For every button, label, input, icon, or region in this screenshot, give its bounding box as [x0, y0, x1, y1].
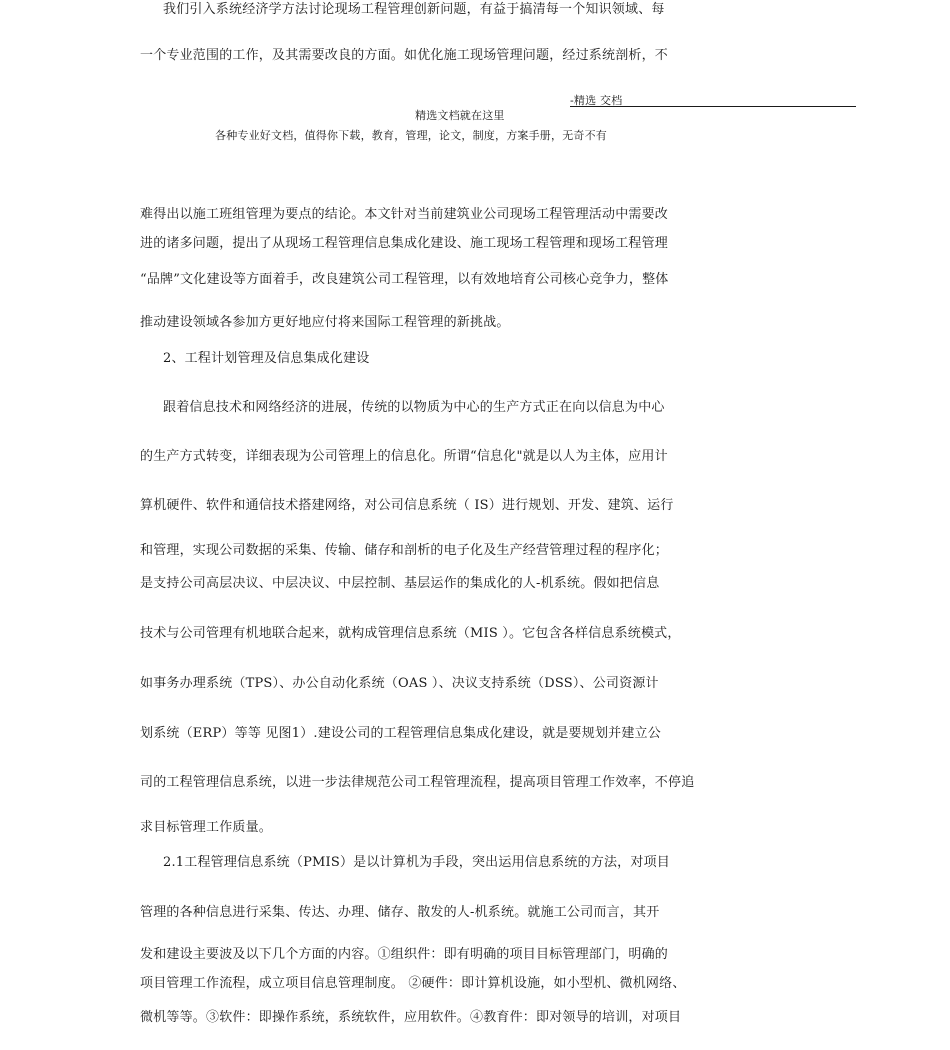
section-2-line-1: 跟着信息技术和网络经济的进展，传统的以物质为中心的生产方式正在向以信息为中心 [163, 400, 665, 415]
section-2-heading: 2、工程计划管理及信息集成化建设 [163, 351, 370, 366]
section-2-1-line-4: 项目管理工作流程，成立项目信息管理制度。 ②硬件：即计算机设施，如小型机、微机网络、 [140, 976, 686, 991]
section-2-line-2: 的生产方式转变，详细表现为公司管理上的信息化。所谓“信息化"就是以人为主体，应用计 [140, 449, 668, 464]
section-2-1-line-3: 发和建设主要波及以下几个方面的内容。①组织件：即有明确的项目目标管理部门，明确的 [140, 947, 669, 962]
intro-line-2: 一个专业范围的工作，及其需要改良的方面。如优化施工现场管理问题，经过系统剖析，不 [140, 48, 669, 63]
section-2-line-8: 划系统（ERP）等等 见图1）.建设公司的工程管理信息集成化建设，就是要规划并建立公 [140, 726, 661, 741]
intro-line-1: 我们引入系统经济学方法讨论现场工程管理创新问题，有益于搞清每一个知识领域、每 [163, 2, 665, 17]
continued-line-2: 进的诸多问题，提出了从现场工程管理信息集成化建设、施工现场工程管理和现场工程管理 [140, 236, 669, 251]
section-2-line-6: 技术与公司管理有机地联合起来，就构成管理信息系统（MIS ）。它包含各样信息系统模式， [140, 626, 681, 641]
section-2-line-10: 求目标管理工作质量。 [140, 820, 273, 835]
header-rule [570, 106, 856, 107]
header-title: 精选文档就在这里 [415, 109, 505, 122]
header-tag: -精选 交档 [570, 94, 623, 107]
continued-line-4: 推动建设领域各参加方更好地应付将来国际工程管理的新挑战。 [140, 315, 510, 330]
section-2-line-5: 是支持公司高层决议、中层决议、中层控制、基层运作的集成化的人-机系统。假如把信息 [140, 576, 660, 591]
continued-line-1: 难得出以施工班组管理为要点的结论。本文针对当前建筑业公司现场工程管理活动中需要改 [140, 207, 669, 222]
section-2-1-line-5: 微机等等。③软件：即操作系统，系统软件，应用软件。④教育件：即对领导的培训，对项目 [140, 1010, 682, 1025]
section-2-line-9: 司的工程管理信息系统，以进一步法律规范公司工程管理流程，提高项目管理工作效率，不停追 [140, 775, 695, 790]
section-2-line-7: 如事务办理系统（TPS）、办公自动化系统（OAS ）、决议支持系统（DSS）、公司资源计 [140, 676, 659, 691]
section-2-line-4: 和管理，实现公司数据的采集、传输、储存和剖析的电子化及生产经营管理过程的程序化； [140, 543, 669, 558]
continued-line-3: “品牌”文化建设等方面着手，改良建筑公司工程管理，以有效地培育公司核心竞争力，整体 [140, 272, 669, 287]
header-subtitle: 各种专业好文档，值得你下载，教育，管理，论文，制度，方案手册，无奇不有 [215, 129, 607, 142]
section-2-line-3: 算机硬件、软件和通信技术搭建网络，对公司信息系统（ IS）进行规划、开发、建筑、运行 [140, 498, 674, 513]
section-2-1-line-2: 管理的各种信息进行采集、传达、办理、储存、散发的人-机系统。就施工公司而言，其开 [140, 905, 660, 920]
section-2-1-line-1: 2.1工程管理信息系统（PMIS）是以计算机为手段，突出运用信息系统的方法，对项目 [163, 855, 670, 870]
